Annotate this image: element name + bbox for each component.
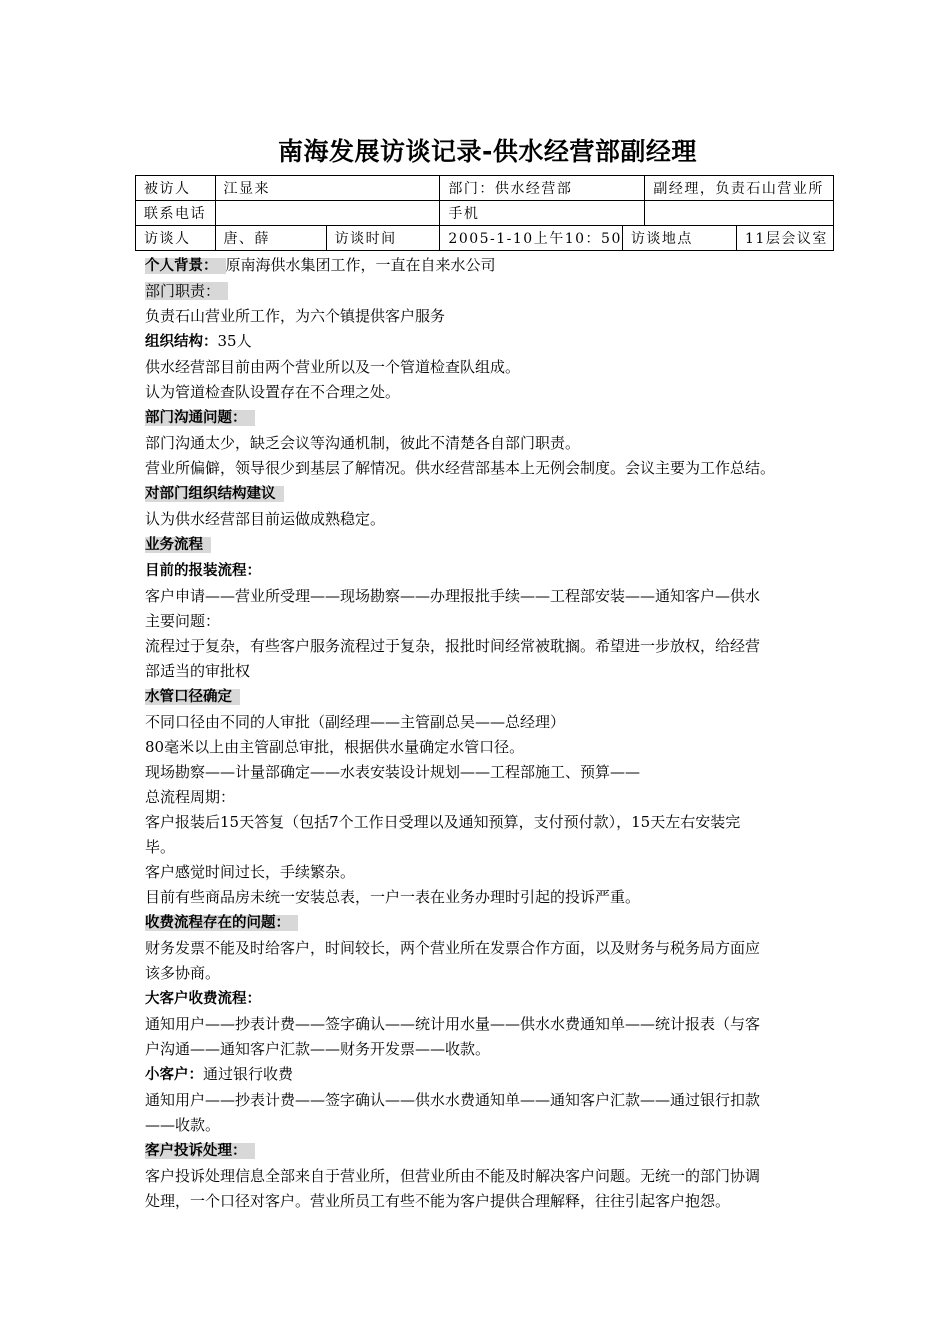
paragraph: 客户报装后15天答复（包括7个工作日受理以及通知预算，支付预付款），15天左右安装完 bbox=[145, 813, 741, 831]
paragraph: 通知用户——抄表计费——签字确认——供水水费通知单——通知客户汇款——通过银行扣款 bbox=[145, 1091, 761, 1109]
org-heading: 组织结构： bbox=[145, 334, 218, 350]
department-cell: 部门：供水经营部 bbox=[440, 176, 645, 201]
table-row bbox=[136, 176, 834, 201]
interviewer-value: 唐、薛 bbox=[215, 226, 326, 251]
complaint-heading: 客户投诉处理： bbox=[145, 1143, 255, 1159]
interviewee-label: 被访人 bbox=[136, 176, 216, 201]
pipe-heading-line bbox=[145, 684, 835, 710]
paragraph: 客户申请——营业所受理——现场勘察——办理报批手续——工程部安装——通知客户—供水 bbox=[145, 587, 761, 605]
paragraph: 客户感觉时间过长，手续繁杂。 bbox=[145, 863, 356, 881]
phone-value bbox=[215, 201, 440, 226]
table-row bbox=[136, 226, 834, 251]
paragraph: 流程过于复杂，有些客户服务流程过于复杂，报批时间经常被耽搁。希望进一步放权，给经营 bbox=[145, 637, 761, 655]
paragraph: 80毫米以上由主管副总审批，根据供水量确定水管口径。 bbox=[145, 738, 525, 756]
paragraph: 部门沟通太少，缺乏会议等沟通机制，彼此不清楚各自部门职责。 bbox=[145, 434, 581, 452]
interviewer-label: 访谈人 bbox=[136, 226, 216, 251]
paragraph: 客户投诉处理信息全部来自于营业所，但营业所由不能及时解决客户问题。无统一的部门协调 bbox=[145, 1167, 761, 1185]
small-client-heading: 小客户： bbox=[145, 1067, 203, 1083]
interview-location-value: 11层会议室 bbox=[737, 226, 834, 251]
big-client-heading: 大客户收费流程： bbox=[145, 991, 261, 1007]
position-cell: 副经理，负责石山营业所 bbox=[645, 176, 834, 201]
duty-heading-line bbox=[145, 279, 835, 304]
paragraph: 现场勘察——计量部确定——水表安装设计规划——工程部施工、预算—— bbox=[145, 763, 641, 781]
mobile-value bbox=[645, 201, 834, 226]
suggestion-heading: 对部门组织结构建议 bbox=[145, 486, 284, 502]
org-line bbox=[145, 329, 835, 355]
interview-time-label: 访谈时间 bbox=[326, 226, 440, 251]
background-heading: 个人背景： bbox=[145, 258, 226, 274]
paragraph: 认为供水经营部目前运做成熟稳定。 bbox=[145, 510, 386, 528]
biz-heading-line bbox=[145, 532, 835, 558]
interview-content bbox=[145, 253, 835, 1214]
org-count: 35人 bbox=[217, 332, 252, 350]
pipe-heading: 水管口径确定 bbox=[145, 689, 240, 705]
fee-heading-line bbox=[145, 910, 835, 936]
interview-location-label: 访谈地点 bbox=[622, 226, 736, 251]
suggestion-heading-line bbox=[145, 481, 835, 507]
duty-heading: 部门职责： bbox=[145, 282, 228, 300]
paragraph: 总流程周期： bbox=[145, 788, 236, 806]
biz-heading: 业务流程 bbox=[145, 537, 211, 553]
fee-heading: 收费流程存在的问题： bbox=[145, 915, 298, 931]
phone-label: 联系电话 bbox=[136, 201, 216, 226]
paragraph: 不同口径由不同的人审批（副经理——主管副总吴——总经理） bbox=[145, 713, 566, 731]
paragraph: 供水经营部目前由两个营业所以及一个管道检查队组成。 bbox=[145, 358, 521, 376]
paragraph: 该多协商。 bbox=[145, 964, 221, 982]
paragraph: 认为管道检查队设置存在不合理之处。 bbox=[145, 383, 401, 401]
paragraph: ——收款。 bbox=[145, 1116, 221, 1134]
comm-heading: 部门沟通问题： bbox=[145, 410, 255, 426]
mobile-label: 手机 bbox=[440, 201, 645, 226]
interviewee-value: 江显来 bbox=[215, 176, 440, 201]
background-text: 原南海供水集团工作，一直在自来水公司 bbox=[225, 256, 496, 274]
big-client-heading-line bbox=[145, 986, 835, 1012]
install-heading: 目前的报装流程： bbox=[145, 563, 261, 579]
paragraph: 财务发票不能及时给客户，时间较长，两个营业所在发票合作方面，以及财务与税务局方面应 bbox=[145, 939, 761, 957]
paragraph: 处理，一个口径对客户。营业所员工有些不能为客户提供合理解释，往往引起客户抱怨。 bbox=[145, 1192, 731, 1210]
install-heading-line bbox=[145, 558, 835, 584]
paragraph: 户沟通——通知客户汇款——财务开发票——收款。 bbox=[145, 1040, 491, 1058]
paragraph: 负责石山营业所工作，为六个镇提供客户服务 bbox=[145, 307, 446, 325]
interview-info-table bbox=[135, 175, 834, 251]
page-title: 南海发展访谈记录-供水经营部副经理 bbox=[278, 137, 697, 166]
small-client-text: 通过银行收费 bbox=[203, 1065, 294, 1083]
interview-time-value: 2005-1-10上午10：50 bbox=[440, 226, 622, 251]
paragraph: 通知用户——抄表计费——签字确认——统计用水量——供水水费通知单——统计报表（与客 bbox=[145, 1015, 761, 1033]
paragraph: 毕。 bbox=[145, 838, 176, 856]
table-row bbox=[136, 201, 834, 226]
comm-heading-line bbox=[145, 405, 835, 431]
paragraph: 营业所偏僻，领导很少到基层了解情况。供水经营部基本上无例会制度。会议主要为工作总结。 bbox=[145, 459, 776, 477]
paragraph: 主要问题： bbox=[145, 612, 221, 630]
small-client-line bbox=[145, 1062, 835, 1088]
paragraph: 部适当的审批权 bbox=[145, 662, 251, 680]
paragraph: 目前有些商品房未统一安装总表，一户一表在业务办理时引起的投诉严重。 bbox=[145, 888, 641, 906]
complaint-heading-line bbox=[145, 1138, 835, 1164]
background-line bbox=[145, 253, 835, 279]
